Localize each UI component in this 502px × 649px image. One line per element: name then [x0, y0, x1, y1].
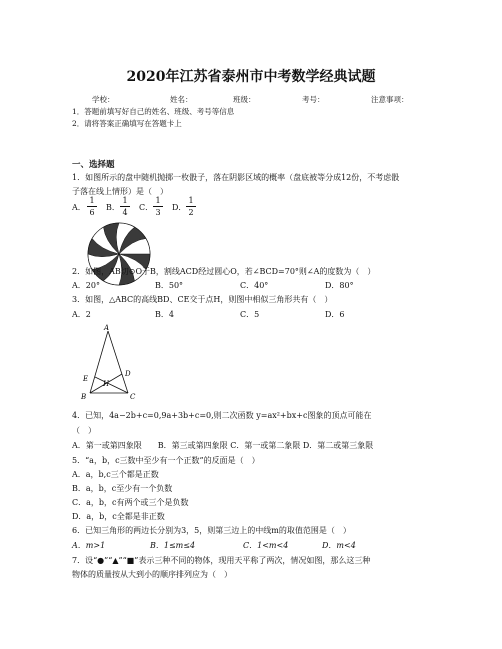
q7-line1: 7．设“●”“▲”“■”表示三种不同的物体，现用天平称了两次，情况如图，那么这三种	[72, 556, 371, 565]
q1-opt-b-frac	[120, 196, 130, 217]
q2-opt-c: C．40°	[240, 281, 269, 290]
q5-stem: 5．“a，b，c三数中至少有一个正数”的反面是（ ）	[72, 456, 260, 465]
q1-opt-b-label: B．	[106, 203, 120, 212]
q7-line2: 物体的质量按从大到小的顺序排列应为（ ）	[72, 570, 232, 579]
q6-opt-d: D．m<4	[322, 541, 356, 550]
q5-opt-c: C．a，b，c有两个或三个是负数	[72, 498, 189, 507]
num: 1	[188, 196, 194, 205]
q6-opt-c: C．1<m<4	[243, 541, 289, 550]
q2-opt-b: B．50°	[155, 281, 184, 290]
label-h: H	[103, 380, 110, 388]
q6-stem: 6．已知三角形的两边长分别为3，5，则第三边上的中线m的取值范围是（ ）	[72, 526, 351, 535]
q4-options: A．第一或第四象限 B．第三或第四象限 C．第一或第二象限 D．第二或第三象限	[72, 441, 374, 450]
q3-opt-c: C．5	[240, 310, 260, 319]
label-a: A	[104, 324, 110, 332]
label-d: D	[125, 370, 131, 378]
label-b: B	[81, 393, 87, 401]
frac-bar	[186, 206, 196, 207]
frac-bar	[120, 206, 130, 207]
q2-opt-d: D．80°	[325, 281, 354, 290]
meta-name: 姓名：	[170, 95, 193, 104]
q3-stem: 3．如图，△ABC的高线BD、CE交于点H，则图中相似三角形共有（ ）	[72, 295, 333, 304]
meta-notice: 注意事项：	[371, 95, 409, 104]
q6-opt-b: B．1≤m≤4	[150, 541, 196, 550]
frac-bar	[87, 206, 97, 207]
den: 2	[188, 208, 194, 217]
q1-line1: 1．如图所示的盘中随机抛掷一枚骰子，落在阴影区域的概率（盘底被等分成12份，不考虑骰	[72, 173, 400, 182]
q1-disc-figure	[86, 221, 152, 287]
q2-opt-a: A．20°	[72, 281, 100, 290]
page-title: 2020年江苏省泰州市中考数学经典试题	[126, 69, 376, 85]
q4-line1: 4．已知，4a−2b+c=0,9a+3b+c=0,则二次函数 y=ax²+bx+c图象的顶点可能在	[72, 411, 372, 420]
q1-opt-c-frac	[153, 196, 163, 217]
section-heading: 一、选择题	[72, 160, 115, 170]
den: 3	[155, 208, 161, 217]
q1-opt-d-label: D．	[172, 203, 187, 212]
meta-class: 班级：	[233, 95, 256, 104]
q5-opt-a: A．a，b,c三个都是正数	[72, 470, 159, 479]
label-c: C	[130, 393, 136, 401]
q5-opt-b: B．a，b，c至少有一个负数	[72, 484, 173, 493]
num: 1	[155, 196, 161, 205]
q1-opt-d-frac	[186, 196, 196, 217]
side-ac	[108, 331, 128, 393]
num: 1	[89, 196, 95, 205]
q1-opt-a-label: A．	[72, 203, 86, 212]
q3-opt-b: B．4	[155, 310, 174, 319]
q3-triangle-figure	[78, 323, 144, 403]
q2-stem: 2．如图，AB切⊙O于B，割线ACD经过圆心O，若∠BCD=70°则∠A的度数为（ ）	[72, 267, 376, 276]
label-e: E	[83, 375, 89, 383]
altitude-ce	[95, 377, 128, 393]
q1-opt-a-frac	[87, 196, 97, 217]
num: 1	[122, 196, 128, 205]
q1-opt-c-label: C．	[139, 203, 154, 212]
note-2: 2．请将答案正确填写在答题卡上	[72, 119, 182, 128]
q3-opt-a: A．2	[72, 310, 91, 319]
den: 6	[89, 208, 95, 217]
q1-line2: 子落在线上情形）是（ ）	[72, 187, 168, 196]
q6-opt-a: A．m>1	[72, 541, 106, 550]
q5-opt-d: D．a，b，c全都是非正数	[72, 512, 165, 521]
meta-exam-no: 考号：	[302, 95, 325, 104]
meta-school: 学校：	[92, 95, 115, 104]
frac-bar	[153, 206, 163, 207]
note-1: 1．答题前填写好自己的姓名、班级、考号等信息	[72, 107, 235, 116]
den: 4	[122, 208, 128, 217]
q3-opt-d: D．6	[325, 310, 345, 319]
q4-line2: （ ）	[72, 426, 96, 435]
